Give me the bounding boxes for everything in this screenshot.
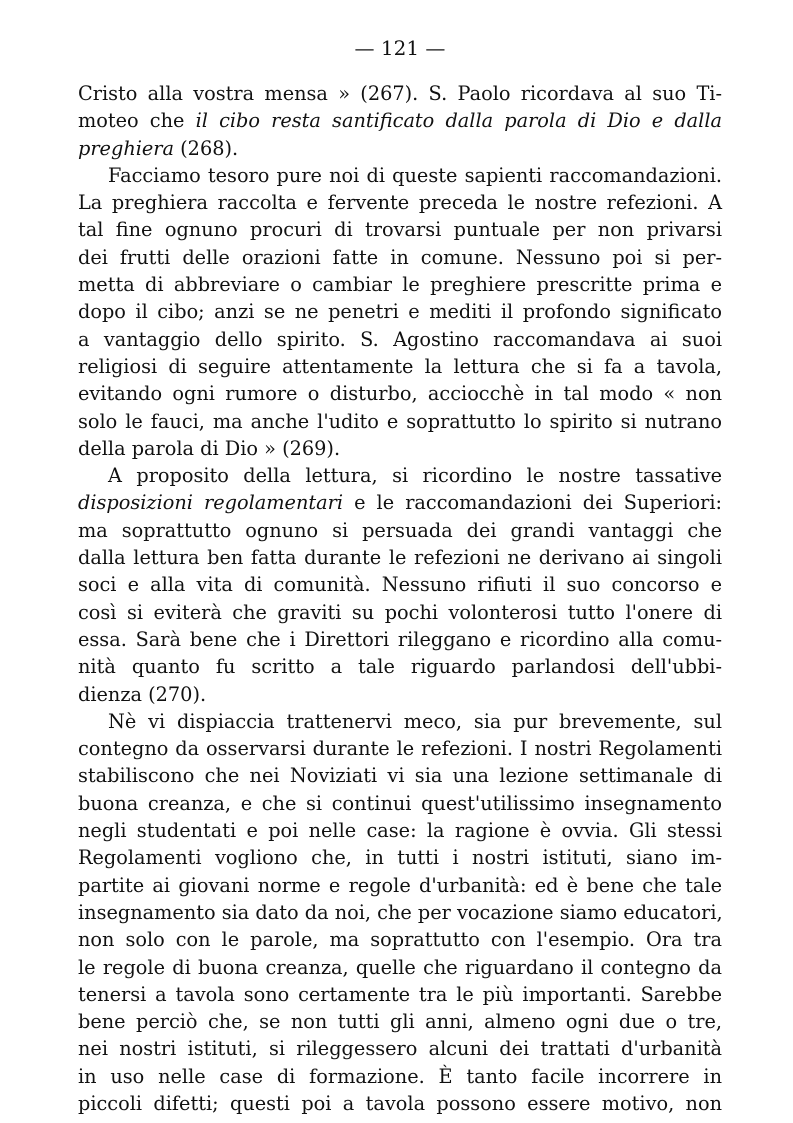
text-fragment: e le raccomandazioni dei Superiori: <box>343 491 723 515</box>
text-line: essa. Sarà bene che i Direttori rileggano e ricordino alla comu- <box>78 627 722 651</box>
paragraph-1 <box>78 80 722 162</box>
text-line: nità quanto fu scritto a tale riguardo parlandosi dell'ubbi- <box>78 655 722 679</box>
text-line: Facciamo tesoro pure noi di queste sapienti raccomandazioni. <box>108 163 722 187</box>
text-line: nei nostri istituti, si rileggessero alcuni dei trattati d'urbanità <box>78 1037 722 1061</box>
text-line: a vantaggio dello spirito. S. Agostino raccomandava ai suoi <box>78 327 722 351</box>
text-line: Regolamenti vogliono che, in tutti i nostri istituti, siano im- <box>78 846 722 870</box>
text-line: dalla lettura ben fatta durante le refezioni ne derivano ai singoli <box>78 546 722 570</box>
text-line: dienza (270). <box>78 682 207 706</box>
text-line: La preghiera raccolta e fervente preceda le nostre refezioni. A <box>78 191 722 215</box>
text-line: metta di abbreviare o cambiar le preghiere prescritte prima e <box>78 273 722 297</box>
text-line: Nè vi dispiaccia trattenervi meco, sia pur brevemente, sul <box>108 709 722 733</box>
text-line <box>78 489 722 516</box>
text-line: partite ai giovani norme e regole d'urbanità: ed è bene che tale <box>78 873 722 897</box>
text-line: dopo il cibo; anzi se ne penetri e mediti il profondo significato <box>78 300 722 324</box>
text-fragment: (268). <box>174 136 239 160</box>
text-line: tenersi a tavola sono certamente tra le più importanti. Sarebbe <box>78 982 722 1006</box>
text-line: piccoli difetti; questi poi a tavola possono essere motivo, non <box>78 1091 722 1115</box>
page-number: — 121 — <box>354 36 446 60</box>
text-line: insegnamento sia dato da noi, che per vocazione siamo educatori, <box>78 900 723 924</box>
text-line: contegno da osservarsi durante le refezioni. I nostri Regolamenti <box>78 737 722 761</box>
paragraph-3 <box>78 462 722 708</box>
text-line: evitando ogni rumore o disturbo, acciocchè in tal modo « non <box>78 382 722 406</box>
body-text <box>78 80 722 1117</box>
text-line: soci e alla vita di comunità. Nessuno rifiuti il suo concorso e <box>78 573 722 597</box>
text-line: A proposito della lettura, si ricordino le nostre tassative <box>108 464 722 488</box>
text-line: della parola di Dio » (269). <box>78 436 341 460</box>
quote-italic: disposizioni regolamentari <box>78 491 343 515</box>
text-line: in uso nelle case di formazione. È tanto facile incorrere in <box>78 1064 722 1088</box>
text-line: tal fine ognuno procuri di trovarsi puntuale per non privarsi <box>78 218 722 242</box>
text-line: non solo con le parole, ma soprattutto con l'esempio. Ora tra <box>78 928 722 952</box>
text-line: solo le fauci, ma anche l'udito e soprattutto lo spirito si nutrano <box>78 409 722 433</box>
text-line <box>78 135 722 162</box>
text-line: bene perciò che, se non tutti gli anni, almeno ogni due o tre, <box>78 1010 722 1034</box>
text-line: Cristo alla vostra mensa » (267). S. Paolo ricordava al suo Ti- <box>78 82 722 105</box>
paragraph-2 <box>78 162 722 462</box>
text-fragment: moteo che <box>78 109 196 133</box>
text-line: negli studentati e poi nelle case: la ragione è ovvia. Gli stessi <box>78 819 722 843</box>
text-line: dei frutti delle orazioni fatte in comune. Nessuno poi si per- <box>78 245 722 269</box>
text-line: le regole di buona creanza, quelle che riguardano il contegno da <box>78 955 722 979</box>
paragraph-4 <box>78 708 722 1117</box>
quote-italic: il cibo resta santificato dalla parola di Dio e dalla <box>195 109 722 133</box>
text-line: ma soprattutto ognuno si persuada dei grandi vantaggi che <box>78 518 722 542</box>
quote-italic: preghiera <box>78 136 175 160</box>
text-line: religiosi di seguire attentamente la lettura che si fa a tavola, <box>78 354 722 378</box>
text-line: stabiliscono che nei Noviziati vi sia una lezione settimanale di <box>78 764 722 788</box>
document-page <box>78 28 723 1115</box>
text-line: buona creanza, e che si continui quest'utilissimo insegnamento <box>78 791 722 815</box>
text-line <box>78 107 722 134</box>
text-line: così si eviterà che graviti su pochi volonterosi tutto l'onere di <box>78 600 722 624</box>
